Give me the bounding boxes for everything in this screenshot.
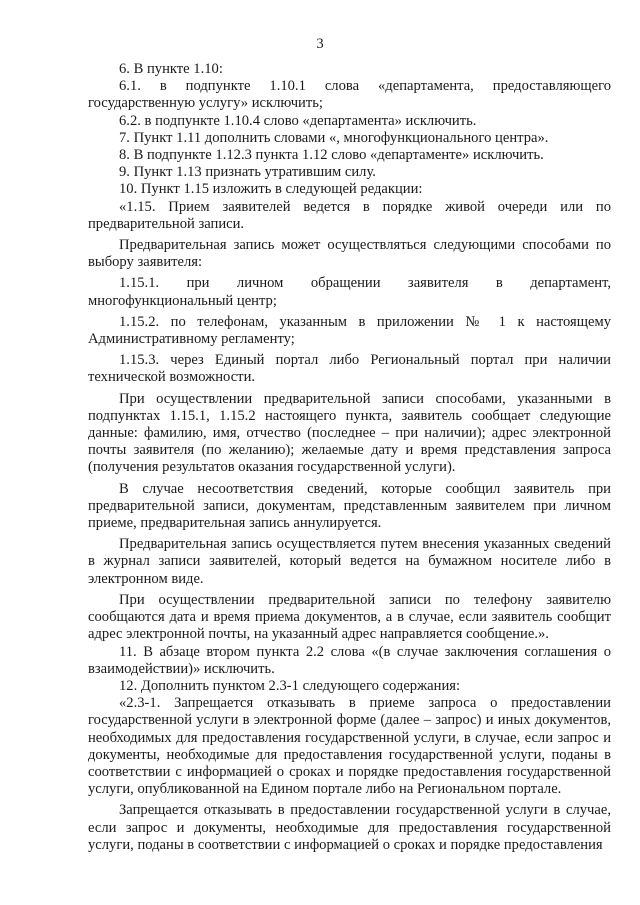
- paragraph: В случае несоответствия сведений, которые сообщил заявитель при предварительной записи, документам, представленным заявителем при личном приеме, предварительная запись аннулируется.: [88, 480, 611, 532]
- paragraph: Запрещается отказывать в предоставлении государственной услуги в случае, если запрос и документы, необходимые для предоставления государственной услуги, поданы в соответствии с информацией о сроках и порядке предоставления: [88, 802, 611, 853]
- paragraph: 1.15.1. при личном обращении заявителя в департамент, многофункциональный центр;: [88, 275, 611, 309]
- paragraph: 10. Пункт 1.15 изложить в следующей редакции:: [119, 181, 423, 198]
- paragraph: 8. В подпункте 1.12.3 пункта 1.12 слово «департаменте» исключить.: [119, 147, 544, 164]
- paragraph: Предварительная запись осуществляется путем внесения указанных сведений в журнал записи заявителей, который ведется на бумажном носителе либо в электронном виде.: [88, 536, 611, 587]
- paragraph: 6.2. в подпункте 1.10.4 слово «департамента» исключить.: [119, 112, 477, 129]
- paragraph: При осуществлении предварительной записи по телефону заявителю сообщаются дата и время приема документов, а в случае, если заявитель сообщит адрес электронной почты, на указанный адрес направляется сообщение.».: [88, 591, 611, 643]
- page-number: 3: [316, 36, 324, 52]
- paragraph: Предварительная запись может осуществляться следующими способами по выбору заявителя:: [88, 237, 611, 271]
- paragraph: 1.15.3. через Единый портал либо Региональный портал при наличии технической возможности.: [88, 352, 611, 386]
- paragraph: 1.15.2. по телефонам, указанным в приложении № 1 к настоящему Административному регламенту;: [88, 313, 611, 348]
- paragraph: 6.1. в подпункте 1.10.1 слова «департамента, предоставляющего государственную услугу» исключить;: [88, 78, 611, 112]
- paragraph: 11. В абзаце втором пункта 2.2 слова «(в случае заключения соглашения о взаимодействии)» исключить.: [88, 643, 611, 677]
- paragraph: 7. Пункт 1.11 дополнить словами «, многофункционального центра».: [119, 129, 549, 146]
- paragraph: 12. Дополнить пунктом 2.3-1 следующего содержания:: [119, 677, 461, 694]
- paragraph: При осуществлении предварительной записи способами, указанными в подпунктах 1.15.1, 1.15.2 настоящего пункта, заявитель сообщает следующие данные: фамилию, имя, отчество (последнее – при наличии); адрес электронной почты заявителя (по желанию); желаемые дату и время представления запроса (получения результатов оказания государственной услуги).: [88, 390, 611, 476]
- paragraph: 6. В пункте 1.10:: [119, 61, 223, 77]
- paragraph: 9. Пункт 1.13 признать утратившим силу.: [119, 164, 376, 181]
- paragraph: «1.15. Прием заявителей ведется в порядке живой очереди или по предварительной записи.: [88, 198, 611, 232]
- paragraph: «2.3-1. Запрещается отказывать в приеме запроса о предоставлении государственной услуги в электронной форме (далее – запрос) и иных документов, необходимых для предоставления государственной услуги, в случае, если запрос и документы, необходимые для предоставления государственной услуги, поданы в соответствии с информацией о сроках и порядке предоставления государственной услуги, опубликованной на Едином портале либо на Региональном портале.: [88, 695, 611, 798]
- document-body: [88, 61, 611, 854]
